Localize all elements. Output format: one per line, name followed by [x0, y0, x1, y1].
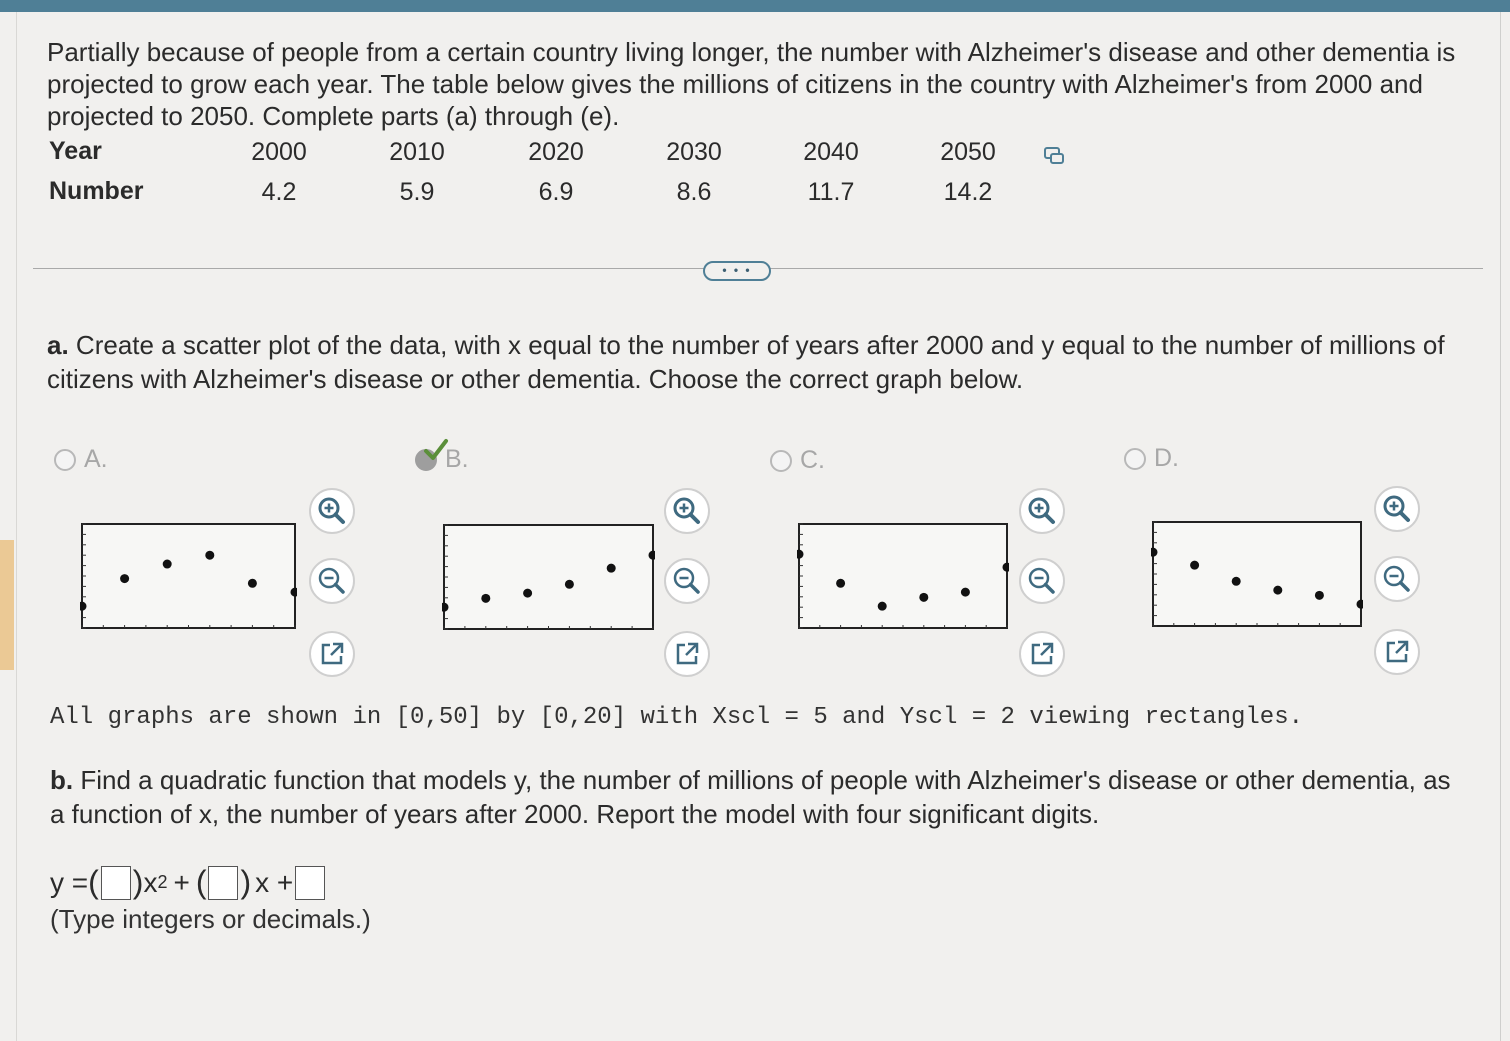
zoom-in-icon[interactable] [1018, 487, 1066, 535]
data-point [1232, 577, 1241, 586]
table-cell-year: 2050 [940, 138, 996, 166]
right-border [1500, 12, 1501, 1041]
graph-a [80, 522, 297, 630]
table-cell-number: 5.9 [399, 178, 435, 206]
external-link-icon[interactable] [308, 630, 356, 678]
table-cell-year: 2030 [666, 138, 722, 166]
option-a[interactable] [54, 445, 108, 474]
eq-lhs: y = [50, 866, 89, 898]
graph-frame [799, 524, 1007, 628]
radio-d[interactable] [1124, 448, 1146, 470]
table-cell-year: 2020 [528, 138, 584, 166]
table-cell-year: 2000 [251, 138, 307, 166]
part-b-label: b. [50, 765, 74, 795]
external-link-icon[interactable] [1373, 628, 1421, 676]
data-point [1190, 561, 1199, 570]
table-row-label-number: Number [49, 177, 144, 205]
part-a-text: Create a scatter plot of the data, with x equal to the number of years after 2000 and y equal to the number of millions of citizens with Alzheimer's disease or other dementia. Choose the correct graph below. [47, 330, 1445, 394]
graph-frame [1153, 522, 1361, 626]
paren-close-2: ) [240, 864, 252, 900]
data-point [523, 589, 532, 598]
graph-b [442, 523, 655, 631]
zoom-in-icon[interactable] [1373, 485, 1421, 533]
table-cell-year: 2010 [389, 138, 445, 166]
part-a-question [47, 328, 1477, 396]
eq-x: x + [255, 866, 294, 898]
data-point [248, 579, 257, 588]
eq-exponent: 2 [157, 872, 168, 892]
input-hint: (Type integers or decimals.) [50, 904, 371, 934]
copy-icon[interactable] [1043, 146, 1065, 166]
part-a-label: a. [47, 330, 69, 360]
data-point [836, 579, 845, 588]
graph-c [797, 522, 1009, 630]
paren-open: ( [88, 864, 99, 900]
expand-button[interactable]: • • • [703, 261, 771, 281]
table-row-label-year: Year [49, 137, 102, 165]
option-a-label: A. [84, 445, 108, 473]
table-cell-number: 8.6 [676, 178, 712, 206]
zoom-out-icon[interactable] [1018, 557, 1066, 605]
paren-open-2: ( [195, 864, 207, 900]
data-point [919, 593, 928, 602]
option-b-label: B. [445, 445, 469, 473]
external-link-icon[interactable] [1018, 630, 1066, 678]
zoom-out-icon[interactable] [1373, 555, 1421, 603]
external-link-icon[interactable] [663, 630, 711, 678]
checkmark-icon [423, 437, 449, 463]
coefficient-a-input[interactable] [101, 866, 131, 900]
data-point [163, 560, 172, 569]
radio-a[interactable] [54, 449, 76, 471]
option-d[interactable] [1124, 444, 1179, 473]
radio-c[interactable] [770, 450, 792, 472]
problem-intro: Partially because of people from a certain country living longer, the number with Alzheimer's disease and other dementia is projected to grow each year. The table below gives the millions of citizens in the country with Alzheimer's from 2000 and projected to 2050. Complete parts (a) through (e). [47, 37, 1456, 131]
viewing-rectangle-note: All graphs are shown in [0,50] by [0,20] with Xscl = 5 and Yscl = 2 viewing rectangles. [50, 704, 1304, 731]
eq-plus: + [173, 866, 190, 898]
option-b[interactable] [415, 445, 469, 474]
answer-equation [50, 864, 327, 901]
data-point [565, 580, 574, 589]
data-point [205, 551, 214, 560]
left-border [16, 12, 17, 1041]
part-b-text: Find a quadratic function that models y, the number of millions of people with Alzheimer's disease or other dementia, as a function of x, the number of years after 2000. Report the model with four significant digits. [50, 765, 1451, 829]
paren-close: ) [132, 864, 144, 900]
radio-b[interactable] [415, 449, 437, 471]
table-cell-number: 14.2 [943, 178, 993, 206]
zoom-out-icon[interactable] [308, 557, 356, 605]
top-bar [0, 0, 1510, 12]
table-cell-number: 6.9 [538, 178, 574, 206]
graph-frame [444, 525, 653, 629]
zoom-out-icon[interactable] [663, 557, 711, 605]
coefficient-c-input[interactable] [295, 866, 325, 900]
option-c-label: C. [800, 446, 825, 474]
eq-x2: x [143, 866, 158, 898]
data-point [481, 594, 490, 603]
graph-frame [82, 524, 295, 628]
side-indicator [0, 540, 14, 670]
data-point [1315, 591, 1324, 600]
table-cell-number: 4.2 [261, 178, 297, 206]
option-c[interactable] [770, 446, 825, 475]
part-b-question [50, 763, 1470, 831]
data-point [961, 588, 970, 597]
zoom-in-icon[interactable] [308, 487, 356, 535]
data-point [878, 602, 887, 611]
data-point [120, 574, 129, 583]
zoom-in-icon[interactable] [663, 487, 711, 535]
data-point [1273, 586, 1282, 595]
coefficient-b-input[interactable] [208, 866, 238, 900]
data-point [607, 564, 616, 573]
table-cell-year: 2040 [803, 138, 859, 166]
graph-d [1151, 520, 1363, 628]
table-cell-number: 11.7 [807, 178, 855, 206]
option-d-label: D. [1154, 444, 1179, 472]
